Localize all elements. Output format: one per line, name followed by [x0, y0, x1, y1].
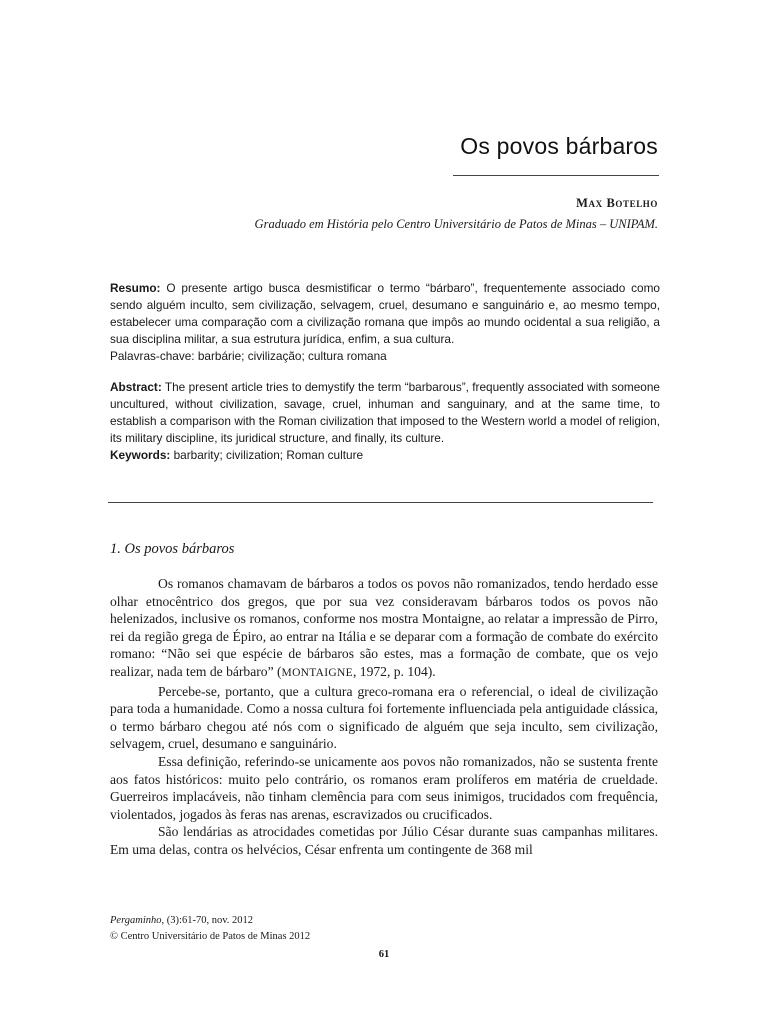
abstract-block: [110, 379, 660, 464]
paragraph: Percebe-se, portanto, que a cultura greco-romana era o referencial, o ideal de civilização para toda a humanidade. Como a nossa cultura foi fortemente influenciada pela antiguidade clássica, o termo bárbaro chegou até nós com o significado de alguém que seja inculto, sem civilização, selvagem, cruel, desumano e sanguinário.: [110, 683, 658, 752]
resumo-keywords-text: barbárie; civilização; cultura romana: [194, 349, 387, 363]
abstract-text-block: [110, 380, 660, 445]
author-affiliation: Graduado em História pelo Centro Universitário de Patos de Minas – UNIPAM.: [254, 217, 658, 231]
resumo-keywords-label: Palavras-chave:: [110, 349, 195, 363]
journal-issue: , (3):61-70, nov. 2012: [161, 915, 254, 926]
paragraph: Essa definição, referindo-se unicamente aos povos não romanizados, não se sustenta frente aos fatos históricos: muito pelo contrário, os romanos eram prolíferos em matéria de crueldade. Guerreiros implacáveis, não tinham clemência para com seus inimigos, trucidados com frequência, violentados, jogados às feras nas arenas, escravizados ou crucificados.: [110, 753, 658, 822]
citation-tail: , 1972, p. 104).: [352, 663, 436, 679]
paragraph: [110, 575, 658, 683]
abstract-divider: [108, 502, 653, 503]
abstract-keywords-label: Keywords:: [110, 448, 171, 462]
journal-name: Pergaminho: [110, 915, 162, 926]
paragraph: São lendárias as atrocidades cometidas por Júlio César durante suas campanhas militares. Em uma delas, contra os helvécios, César enfrenta um contingente de 368 mil: [110, 824, 658, 857]
resumo-keywords: [110, 348, 660, 365]
page-footer: [110, 913, 310, 945]
author-name: Max Botelho: [576, 196, 658, 210]
body-text: [110, 575, 658, 859]
section-heading: 1. Os povos bárbaros: [110, 541, 235, 557]
abstract-text: The present article tries to demystify the term “barbarous”, frequently associated with someone uncultured, without civilization, savage, cruel, inhuman and sanguinary, and at the same time, to establish a comparison with the Roman civilization that imposed to the Western world a model of religion, its military discipline, its juridical structure, and finally, its culture.: [110, 380, 660, 445]
copyright-notice: © Centro Universitário de Patos de Minas 2012: [110, 931, 311, 942]
journal-citation: [110, 913, 310, 929]
resumo-label: Resumo:: [110, 281, 161, 295]
page-number: 61: [378, 949, 390, 960]
abstract-label: Abstract:: [110, 380, 162, 394]
citation-author: MONTAIGNE: [281, 666, 353, 679]
paragraph-text: Os romanos chamavam de bárbaros a todos os povos não romanizados, tendo herdado esse olhar etnocêntrico dos gregos, que por sua vez consideravam bárbaros todos os povos não helenizados, inclusive os romanos, conforme nos mostra Montaigne, ao relatar a impressão de Pirro, rei da região grega de Épiro, ao entrar na Itália e se deparar com a formação de combate do exército romano: “Não sei que espécie de bárbaros são estes, mas a formação de combate, que os vejo realizar, nada tem de bárbaro” (: [110, 576, 658, 679]
resumo-text: O presente artigo busca desmistificar o termo “bárbaro”, frequentemente associado como sendo alguém inculto, sem civilização, selvagem, cruel, desumano e sanguinário e, ao mesmo tempo, estabelecer uma comparação com a civilização romana que impôs ao mundo ocidental a sua religião, a sua disciplina militar, a sua estrutura jurídica, enfim, a sua cultura.: [110, 281, 660, 346]
resumo-block: [110, 280, 660, 365]
abstract-keywords: [110, 447, 660, 464]
resumo-text-block: [110, 281, 660, 346]
abstract-keywords-text: barbarity; civilization; Roman culture: [170, 448, 364, 462]
article-title: Os povos bárbaros: [460, 133, 658, 159]
title-divider: [453, 175, 659, 176]
